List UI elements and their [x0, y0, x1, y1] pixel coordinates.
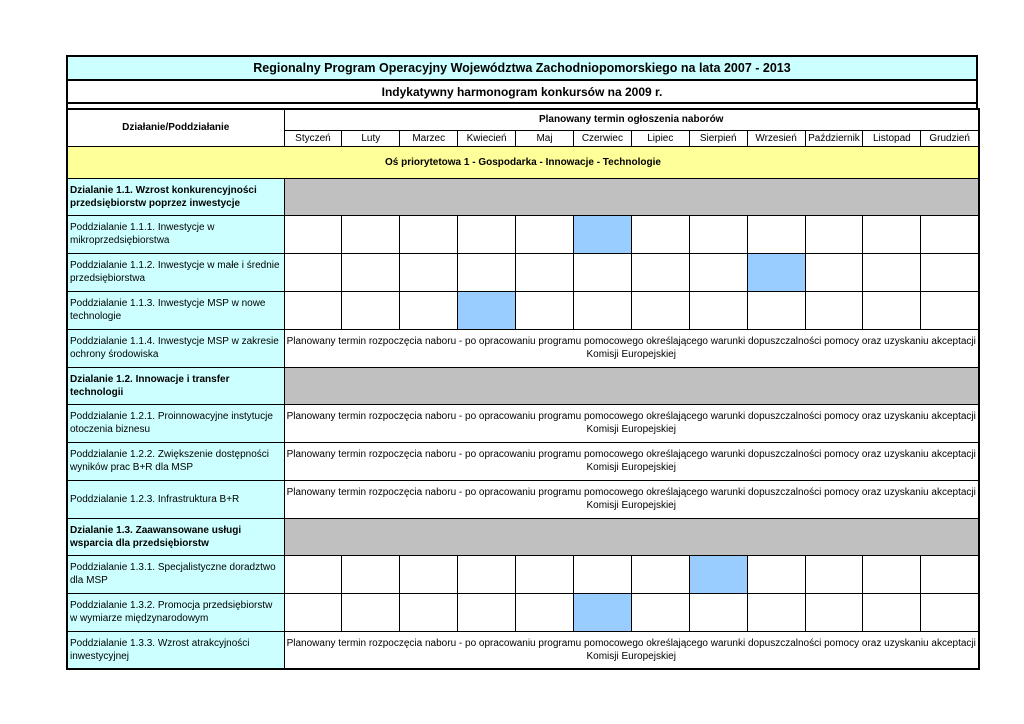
month-cell: [805, 555, 863, 593]
subaction-row: [67, 631, 979, 669]
month-cell: [689, 593, 747, 631]
priority-axis-row: [67, 146, 979, 178]
note-line-2: Komisji Europejskiej: [586, 500, 676, 511]
month-cell: [284, 593, 342, 631]
subaction-label: Poddzialanie 1.1.2. Inwestycje w małe i średnie przedsiębiorstwa: [67, 253, 284, 291]
month-cell: [805, 215, 863, 253]
action-label: Dzialanie 1.3. Zaawansowane usługi wsparcia dla przedsiębiorstw: [67, 518, 284, 555]
action-row: [67, 518, 979, 555]
planned-month-cell: [573, 215, 631, 253]
month-cell: [805, 253, 863, 291]
header-row: [67, 109, 979, 130]
month-cell: [631, 555, 689, 593]
month-cell: [458, 593, 516, 631]
subaction-row: [67, 593, 979, 631]
note-line-1: Planowany termin rozpoczęcia naboru - po opracowaniu programu pomocowego określającego warunki dopuszczalności pomocy oraz uzyskaniu akceptacji: [286, 487, 976, 498]
subaction-label: Poddzialanie 1.3.1. Specjalistyczne doradztwo dla MSP: [67, 555, 284, 593]
subaction-row: [67, 442, 979, 480]
month-header: Listopad: [863, 130, 921, 146]
month-cell: [863, 555, 921, 593]
note-line-1: Planowany termin rozpoczęcia naboru - po opracowaniu programu pomocowego określającego warunki dopuszczalności pomocy oraz uzyskaniu akceptacji: [286, 336, 976, 347]
month-cell: [458, 253, 516, 291]
month-cell: [863, 593, 921, 631]
action-row: [67, 178, 979, 215]
subaction-label: Poddzialanie 1.1.4. Inwestycje MSP w zakresie ochrony środowiska: [67, 329, 284, 367]
month-cell: [516, 593, 574, 631]
month-cell: [921, 253, 979, 291]
month-cell: [342, 215, 400, 253]
month-cell: [573, 291, 631, 329]
month-header: Maj: [516, 130, 574, 146]
month-header: Kwiecień: [458, 130, 516, 146]
month-cell: [573, 555, 631, 593]
planned-month-cell: [689, 555, 747, 593]
month-cell: [921, 555, 979, 593]
month-cell: [400, 555, 458, 593]
month-cell: [342, 253, 400, 291]
month-cell: [747, 291, 805, 329]
planned-start-note: [284, 329, 979, 367]
month-cell: [400, 291, 458, 329]
note-line-2: Komisji Europejskiej: [586, 424, 676, 435]
month-cell: [921, 291, 979, 329]
priority-axis-label: Oś priorytetowa 1 - Gospodarka - Innowacje - Technologie: [67, 146, 979, 178]
subaction-label: Poddzialanie 1.3.3. Wzrost atrakcyjności inwestycyjnej: [67, 631, 284, 669]
month-cell: [863, 215, 921, 253]
note-line-2: Komisji Europejskiej: [586, 349, 676, 360]
action-fill: [284, 178, 979, 215]
column-header-action: Działanie/Poddziałanie: [67, 109, 284, 146]
month-cell: [516, 291, 574, 329]
planned-start-note: [284, 631, 979, 669]
month-cell: [573, 253, 631, 291]
subaction-label: Poddzialanie 1.1.1. Inwestycje w mikroprzedsiębiorstwa: [67, 215, 284, 253]
month-cell: [921, 215, 979, 253]
subaction-label: Poddzialanie 1.2.1. Proinnowacyjne instytucje otoczenia biznesu: [67, 404, 284, 442]
month-header: Lipiec: [631, 130, 689, 146]
month-cell: [342, 555, 400, 593]
month-cell: [863, 253, 921, 291]
month-header: Styczeń: [284, 130, 342, 146]
column-header-plan: Planowany termin ogłoszenia naborów: [284, 109, 979, 130]
action-label: Dzialanie 1.1. Wzrost konkurencyjności przedsiębiorstw poprzez inwestycje: [67, 178, 284, 215]
month-header: Grudzień: [921, 130, 979, 146]
subaction-label: Poddzialanie 1.3.2. Promocja przedsiębiorstw w wymiarze międzynarodowym: [67, 593, 284, 631]
planned-start-note: [284, 480, 979, 518]
month-cell: [516, 215, 574, 253]
month-cell: [400, 215, 458, 253]
month-cell: [631, 593, 689, 631]
planned-month-cell: [458, 291, 516, 329]
month-cell: [284, 555, 342, 593]
month-cell: [516, 555, 574, 593]
month-cell: [400, 253, 458, 291]
document-title: Regionalny Program Operacyjny Województwa Zachodniopomorskiego na lata 2007 - 2013: [66, 55, 978, 79]
note-line-2: Komisji Europejskiej: [586, 650, 676, 662]
planned-month-cell: [747, 253, 805, 291]
planned-start-note: [284, 442, 979, 480]
action-row: [67, 367, 979, 404]
month-cell: [342, 291, 400, 329]
month-header: Czerwiec: [573, 130, 631, 146]
subaction-row: [67, 555, 979, 593]
subaction-row: [67, 291, 979, 329]
month-header: Październik: [805, 130, 863, 146]
subaction-label: Poddzialanie 1.1.3. Inwestycje MSP w nowe technologie: [67, 291, 284, 329]
note-line-1: Planowany termin rozpoczęcia naboru - po opracowaniu programu pomocowego określającego warunki dopuszczalności pomocy oraz uzyskaniu akceptacji: [286, 449, 976, 460]
subaction-row: [67, 404, 979, 442]
subaction-row: [67, 215, 979, 253]
month-header: Marzec: [400, 130, 458, 146]
subaction-row: [67, 480, 979, 518]
month-cell: [863, 291, 921, 329]
schedule-table: [66, 108, 980, 670]
planned-start-note: [284, 404, 979, 442]
note-line-1: Planowany termin rozpoczęcia naboru - po opracowaniu programu pomocowego określającego warunki dopuszczalności pomocy oraz uzyskaniu akceptacji: [286, 637, 976, 649]
month-cell: [516, 253, 574, 291]
document-subtitle: Indykatywny harmonogram konkursów na 2009 r.: [66, 79, 978, 102]
month-header: Luty: [342, 130, 400, 146]
subaction-row: [67, 253, 979, 291]
month-cell: [747, 593, 805, 631]
note-line-1: Planowany termin rozpoczęcia naboru - po opracowaniu programu pomocowego określającego warunki dopuszczalności pomocy oraz uzyskaniu akceptacji: [286, 411, 976, 422]
month-cell: [747, 215, 805, 253]
subaction-label: Poddzialanie 1.2.2. Zwiększenie dostępności wyników prac B+R dla MSP: [67, 442, 284, 480]
subaction-row: [67, 329, 979, 367]
subaction-label: Poddzialanie 1.2.3. Infrastruktura B+R: [67, 480, 284, 518]
month-cell: [689, 253, 747, 291]
planned-month-cell: [573, 593, 631, 631]
month-cell: [284, 291, 342, 329]
month-cell: [805, 593, 863, 631]
month-cell: [689, 291, 747, 329]
month-cell: [631, 215, 689, 253]
month-cell: [631, 291, 689, 329]
action-fill: [284, 518, 979, 555]
month-header: Wrzesień: [747, 130, 805, 146]
month-cell: [284, 253, 342, 291]
month-cell: [342, 593, 400, 631]
month-cell: [400, 593, 458, 631]
note-line-2: Komisji Europejskiej: [586, 462, 676, 473]
month-cell: [458, 555, 516, 593]
month-cell: [805, 291, 863, 329]
month-cell: [747, 555, 805, 593]
schedule-sheet: [66, 55, 978, 670]
month-cell: [458, 215, 516, 253]
month-header: Sierpień: [689, 130, 747, 146]
action-fill: [284, 367, 979, 404]
month-cell: [631, 253, 689, 291]
action-label: Dzialanie 1.2. Innowacje i transfer technologii: [67, 367, 284, 404]
month-cell: [284, 215, 342, 253]
month-cell: [921, 593, 979, 631]
month-cell: [689, 215, 747, 253]
